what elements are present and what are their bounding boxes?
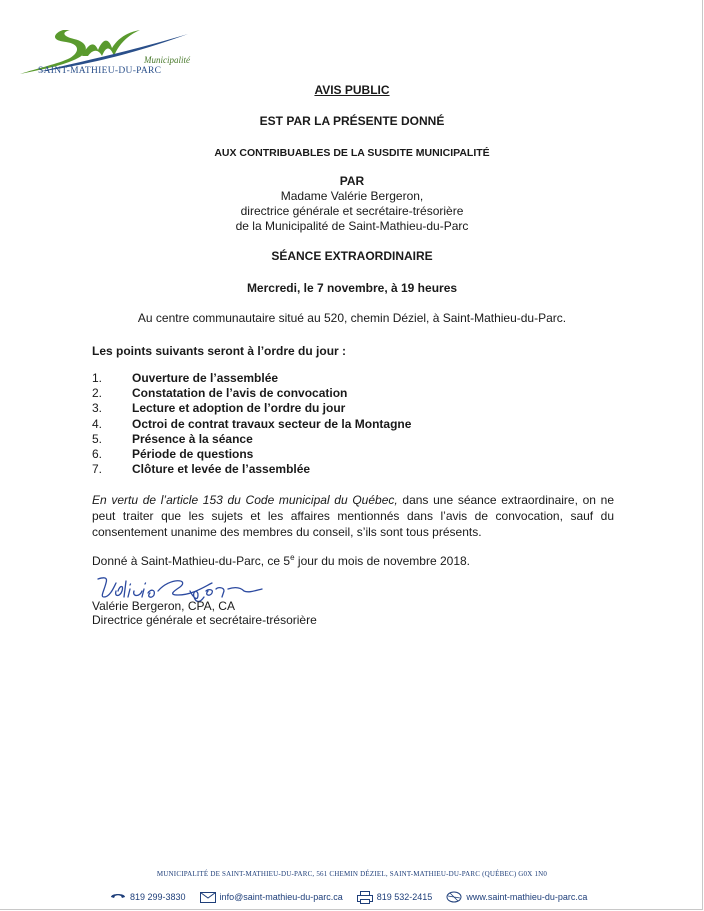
footer-contact-row [110,888,601,906]
notice-date: Mercredi, le 7 novembre, à 19 heures [246,281,458,295]
agenda-item-number: 6. [92,446,103,461]
agenda-item-number: 3. [92,401,103,416]
footer-email[interactable] [200,892,343,903]
notice-municipality: de la Municipalité de Saint-Mathieu-du-Parc [235,219,469,233]
agenda-item [92,462,532,477]
mouse-web-icon [446,891,462,903]
agenda-item-text: Présence à la séance [132,431,253,446]
phone-icon [110,892,126,902]
agenda-item [92,386,532,401]
donne-suffix: jour du mois de novembre 2018. [294,554,470,568]
agenda-item-number: 7. [92,462,103,477]
agenda-item-number: 4. [92,416,103,431]
agenda-item [92,371,532,386]
legal-rest: dans une séance extraordinaire, on ne peut traiter que les sujets et les affaires mentionnés dans l’avis de convocation, sauf du consentement unanime des membres du conseil, s’ils sont tous présents. [92,493,614,539]
logo-name-text: SAINT-MATHIEU-DU-PARC [38,66,162,76]
notice-lieu: Au centre communautaire situé au 520, chemin Déziel, à Saint-Mathieu-du-Parc. [137,311,567,325]
agenda-item-number: 5. [92,431,103,446]
footer-website[interactable] [446,891,587,903]
notice-par: PAR [339,174,365,188]
footer-address: MUNICIPALITÉ DE SAINT-MATHIEU-DU-PARC, 561 CHEMIN DÉZIEL, SAINT-MATHIEU-DU-PARC (QUÉBEC) G0X 1N0 [156,870,548,878]
notice-seance: SÉANCE EXTRAORDINAIRE [271,249,433,263]
agenda-item [92,447,532,462]
footer-phone [110,892,186,902]
agenda-item-number: 1. [92,371,103,385]
footer-fax-text: 819 532-2415 [376,892,433,902]
legal-italic: En vertu de l’article 153 du Code municipal du Québec, [92,493,398,507]
donne-line [92,553,470,568]
agenda-item-text: Lecture et adoption de l’ordre du jour [132,401,346,416]
agenda-item-text: Constatation de l’avis de convocation [132,386,348,401]
donne-prefix: Donné à Saint-Mathieu-du-Parc, ce 5 [92,554,291,568]
agenda-item-number: 2. [92,386,103,401]
logo-municipalite-text: Municipalité [144,55,190,65]
agenda-item [92,401,532,416]
agenda-item [92,417,532,432]
envelope-icon [200,892,216,903]
footer-fax [357,891,433,904]
agenda-item-text: Octroi de contrat travaux secteur de la Montagne [132,416,412,431]
signatory-title: Directrice générale et secrétaire-trésorière [92,613,317,627]
agenda-item [92,432,532,447]
legal-paragraph [92,492,614,540]
footer-phone-text: 819 299-3830 [130,892,186,902]
fax-icon [357,891,373,904]
footer-website-text[interactable]: www.saint-mathieu-du-parc.ca [466,892,588,902]
notice-aux: AUX CONTRIBUABLES DE LA SUSDITE MUNICIPALITÉ [214,147,490,159]
notice-title: AVIS PUBLIC [314,83,390,97]
notice-madame: Madame Valérie Bergeron, [280,189,424,203]
footer-email-text[interactable]: info@saint-mathieu-du-parc.ca [219,892,343,902]
agenda-item-text: Clôture et levée de l’assemblée [132,462,311,477]
notice-role: directrice générale et secrétaire-trésorière [240,204,464,218]
donne-superscript: e [290,553,295,562]
agenda-intro: Les points suivants seront à l’ordre du jour : [92,344,347,358]
agenda-item-text: Période de questions [132,446,254,461]
signatory-name: Valérie Bergeron, CPA, CA [92,599,235,613]
notice-est-par: EST PAR LA PRÉSENTE DONNÉ [259,114,445,128]
agenda-list [92,371,532,477]
agenda-item-text: Ouverture de l’assemblée [132,371,279,385]
